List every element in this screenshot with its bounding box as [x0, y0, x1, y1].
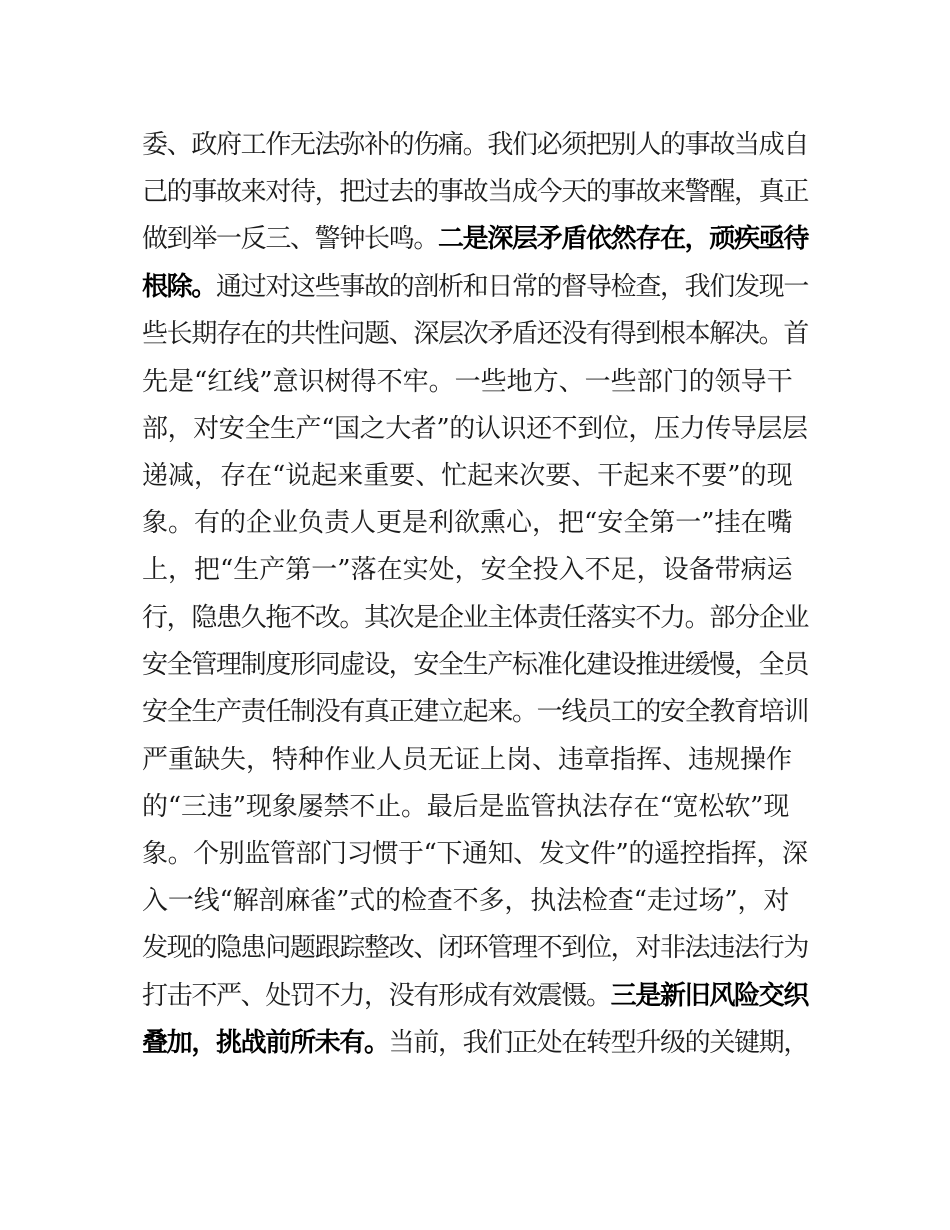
text-line: [142, 645, 812, 685]
text-line: [142, 362, 812, 402]
text-line: [142, 456, 812, 496]
text-segment: 入一线“解剖麻雀”式的检查不多，执法检查“走过场”，对: [142, 886, 790, 916]
text-segment: 安全生产责任制没有真正建立起来。一线员工的安全教育培训: [142, 697, 809, 727]
text-segment: 部，对安全生产“国之大者”的认识还不到位，压力传导层层: [142, 414, 808, 444]
text-segment: 的“三违”现象屡禁不止。最后是监管执法存在“宽松软”现: [142, 792, 790, 822]
text-segment: 做到举一反三、警钟长鸣。: [142, 224, 439, 254]
text-line: [142, 1023, 812, 1063]
text-segment: 发现的隐患问题跟踪整改、闭环管理不到位，对非法违法行为: [142, 933, 809, 963]
text-line: [142, 787, 812, 827]
text-segment: 些长期存在的共性问题、深层次矛盾还没有得到根本解决。首: [142, 319, 809, 349]
text-line: [142, 314, 812, 354]
text-line: [142, 503, 812, 543]
bold-heading-segment: 二是深层矛盾依然存在，顽疾亟待: [438, 224, 809, 254]
text-segment: 象。个别监管部门习惯于“下通知、发文件”的遥控指挥，深: [142, 839, 808, 869]
text-segment: 委、政府工作无法弥补的伤痛。我们必须把别人的事故当成自: [142, 130, 809, 160]
text-line: [142, 267, 812, 307]
text-line: [142, 976, 812, 1016]
text-segment: 象。有的企业负责人更是利欲熏心，把“安全第一”挂在嘴: [142, 508, 793, 538]
text-segment: 行，隐患久拖不改。其次是企业主体责任落实不力。部分企业: [142, 603, 809, 633]
text-segment: 己的事故来对待，把过去的事故当成今天的事故来警醒，真正: [142, 177, 809, 207]
text-line: [142, 928, 812, 968]
text-line: [142, 409, 812, 449]
text-line: [142, 172, 812, 212]
text-segment: 上，把“生产第一”落在实处，安全投入不足，设备带病运: [142, 555, 793, 585]
text-segment: 严重缺失，特种作业人员无证上岗、违章指挥、违规操作: [142, 745, 793, 775]
text-segment: 打击不严、处罚不力，没有形成有效震慑。: [142, 981, 611, 1011]
text-line: [142, 740, 812, 780]
text-segment: 当前，我们正处在转型升级的关键期，: [388, 1028, 809, 1058]
text-segment: 递减，存在“说起来重要、忙起来次要、干起来不要”的现: [142, 461, 793, 491]
text-line: [142, 125, 812, 165]
text-line: [142, 881, 812, 921]
text-line: [142, 550, 812, 590]
bold-heading-segment: 三是新旧风险交织: [610, 981, 809, 1011]
text-segment: 安全管理制度形同虚设，安全生产标准化建设推进缓慢，全员: [142, 650, 809, 680]
text-line: [142, 598, 812, 638]
bold-heading-segment: 根除。: [142, 272, 217, 302]
text-line: [142, 834, 812, 874]
text-line: [142, 692, 812, 732]
text-segment: 通过对这些事故的剖析和日常的督导检查，我们发现一: [216, 272, 809, 302]
text-segment: 先是“红线”意识树得不牢。一些地方、一些部门的领导干: [142, 367, 793, 397]
bold-heading-segment: 叠加，挑战前所未有。: [142, 1028, 389, 1058]
text-line: [142, 219, 812, 259]
